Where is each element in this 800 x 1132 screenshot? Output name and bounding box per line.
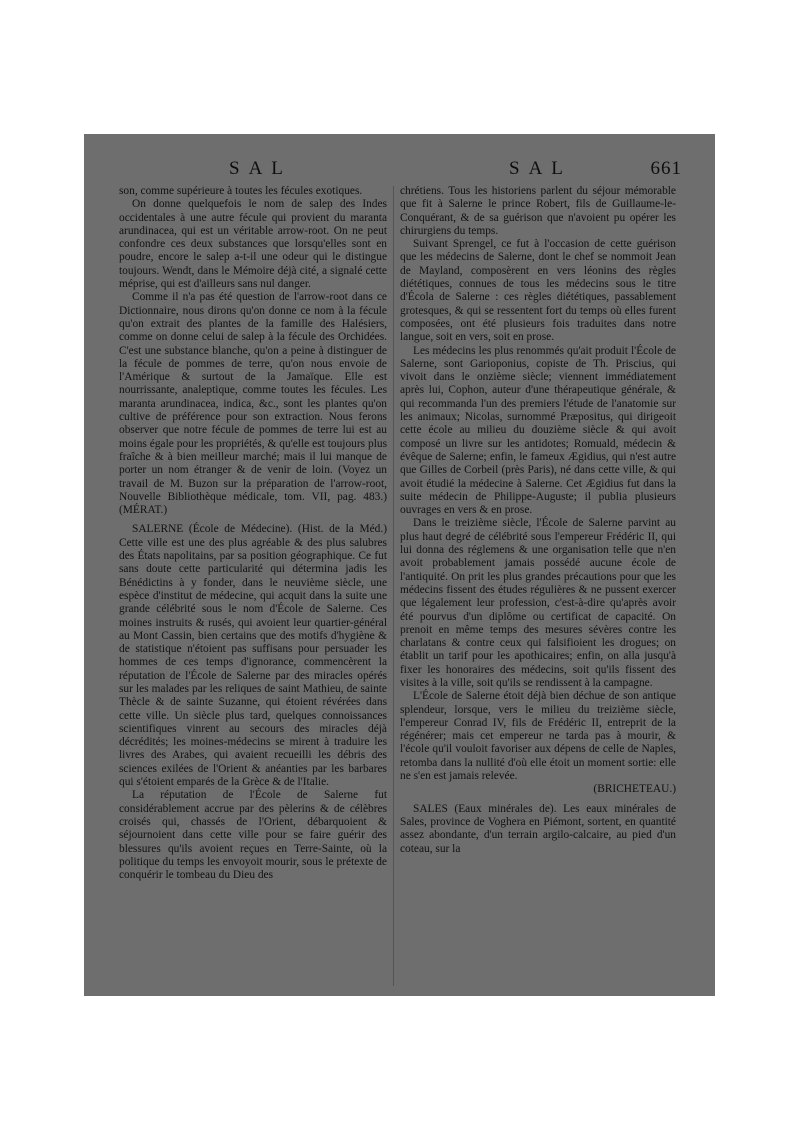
left-headword: SAL: [229, 158, 292, 179]
paragraph: L'École de Salerne étoit déjà bien déchue de son antique splendeur, lorsque, vers le milieu du treizième siècle, l'empereur Conrad IV, fils de Frédéric II, entreprit de la régénérer; mais cet empereur ne tarda pas à mourir, & l'école qu'il vouloit favoriser aux dépens de celle de Naples, retomba dans la nullité d'où elle étoit un moment sortie: elle ne s'en est jamais relevée.: [400, 690, 676, 783]
right-headword: SAL: [509, 158, 572, 179]
paragraph: La réputation de l'École de Salerne fut considérablement accrue par des pèlerins & de célèbres croisés qui, chassés de l'Orient, débarquoient & séjournoient dans cette ville pour se faire guérir des blessures qu'ils avoient reçues en Terre-Sainte, où la politique du temps les envoyoit mourir, sous le prétexte de conquérir le tombeau du Dieu des: [119, 789, 387, 882]
entry-salerne: SALERNE (École de Médecine). (Hist. de la Méd.) Cette ville est une des plus agréable & des plus salubres des États napolitains, par sa position géographique. Ce fut sans doute cette particularité qui détermina jadis les Bénédictins à y fonder, dans le neuvième siècle, une espèce d'institut de médecine, qui acquit dans la suite une grande célébrité sous le nom d'École de Salerne. Ces moines instruits & rusés, qui avoient leur quartier-général au Mont Cassin, bien certains que des motifs d'hygiène & de statistique n'étoient pas suffisans pour persuader les hommes de ces temps d'ignorance, commencèrent la réputation de l'École de Salerne par des miracles opérés sur les malades par les reliques de saint Mathieu, de sainte Thècle & de sainte Suzanne, qui étoient révérées dans cette ville. Un siècle plus tard, quelques connoissances scientifiques vinrent au secours des miracles déjà décrédités; les moines-médecins se mirent à traduire les livres des Arabes, qui avaient recueilli les débris des sciences exilées de l'Orient & anéanties par les barbares qui s'étoient emparés de la Grèce & de l'Italie.: [119, 523, 387, 789]
paragraph: Les médecins les plus renommés qu'ait produit l'École de Salerne, sont Garioponius, copiste de Th. Priscius, qui vivoit dans le onzième siècle; viennent immédiatement après lui, Cophon, auteur d'une thérapeutique générale, & qui recommanda l'un des premiers l'étude de l'anatomie sur les animaux; Nicolas, surnommé Præpositus, qui dirigeoit cette école au milieu du douzième siècle & qui avoit composé un livre sur les antidotes; Romuald, médecin & évêque de Salerne; enfin, le fameux Ægidius, qui n'est autre que Gilles de Corbeil (près Paris), né dans cette ville, & qui avoit étudié la médecine à Salerne. Cet Ægidius fut dans la suite médecin de Philippe-Auguste; il publia plusieurs ouvrages en vers & en prose.: [400, 344, 676, 517]
scanned-page: [84, 134, 715, 996]
paragraph: son, comme supérieure à toutes les fécules exotiques.: [119, 185, 363, 197]
paragraph: On donne quelquefois le nom de salep des Indes occidentales à une autre fécule qui provient du maranta arundinacea, qui est un véritable arrow-root. On ne peut confondre ces deux substances que lorsqu'elles sont en poudre, encore le salep a-t-il une odeur qui le distingue toujours. Wendt, dans le Mémoire déjà cité, a signalé cette méprise, qui est d'ailleurs sans nul danger.: [119, 198, 387, 291]
paragraph: Dans le treizième siècle, l'École de Salerne parvint au plus haut degré de célébrité sous l'empereur Frédéric II, qui lui donna des réglemens & une organisation telle que n'en avoit probablement jamais possédé aucune école de l'antiquité. On prit les plus grandes précautions pour que les médecins fissent des études régulières & ne pussent exercer que légalement leur profession, c'est-à-dire qu'après avoir été pourvus d'un diplôme ou certificat de capacité. On prenoit en même temps des mesures sévères contre les charlatans & contre ceux qui falsifioient les drogues; on établit un tarif pour les apothicaires; enfin, on alla jusqu'à fixer les honoraires des médecins, soit qu'ils fissent des visites à la ville, soit qu'ils se rendissent à la campagne.: [400, 517, 676, 689]
page-number: 661: [650, 158, 682, 179]
author-signature: (BRICHETEAU.): [593, 783, 676, 796]
paragraph: Suivant Sprengel, ce fut à l'occasion de cette guérison que les médecins de Salerne, dont le chef se nommoit Jean de Mayland, composèrent en vers léonins des règles diététiques, connues de tous les médecins sous le titre d'Écola de Salerne : ces règles diététiques, passablement grotesques, & qui se ressentent fort du temps où elles furent composées, ont été plusieurs fois traduites dans notre langue, soit en vers, soit en prose.: [400, 238, 676, 344]
left-column: [119, 185, 387, 882]
paragraph: Comme il n'a pas été question de l'arrow-root dans ce Dictionnaire, nous dirons qu'on donne ce nom à la fécule qu'on extrait des plantes de la famille des Halésiers, comme on donne celui de salep à la fécule des Orchidées. C'est une substance blanche, qu'on a peine à distinguer de la fécule de pommes de terre, qu'on nous envoie de l'Amérique & surtout de la Jamaïque. Elle est nourrissante, analeptique, comme toutes les fécules. Les maranta arundinacea, indica, &c., sont les plantes qu'on cultive de préférence pour son extraction. Nous ferons observer que notre fécule de pommes de terre lui est au moins égale pour les propriétés, & qu'elle est toujours plus fraîche & à bien meilleur marché; mais il lui manque de porter un nom étranger & de venir de loin. (Voyez un travail de M. Buzon sur la préparation de l'arrow-root, Nouvelle Bibliothèque médicale, tom. VII, pag. 483.) (MÉRAT.): [119, 291, 387, 517]
paragraph: chrétiens. Tous les historiens parlent du séjour mémorable que fit à Salerne le prince Robert, fils de Guillaume-le-Conquérant, & de sa guérison que n'avoient pu opérer les chirurgiens du temps.: [400, 185, 676, 237]
running-header: [84, 158, 715, 184]
entry-sales: SALES (Eaux minérales de). Les eaux minérales de Sales, province de Voghera en Piémont, sortent, en quantité assez abondante, d'un terrain argilo-calcaire, au pied d'un coteau, sur la: [400, 802, 676, 855]
column-divider: [393, 186, 394, 986]
right-column: [400, 185, 676, 856]
